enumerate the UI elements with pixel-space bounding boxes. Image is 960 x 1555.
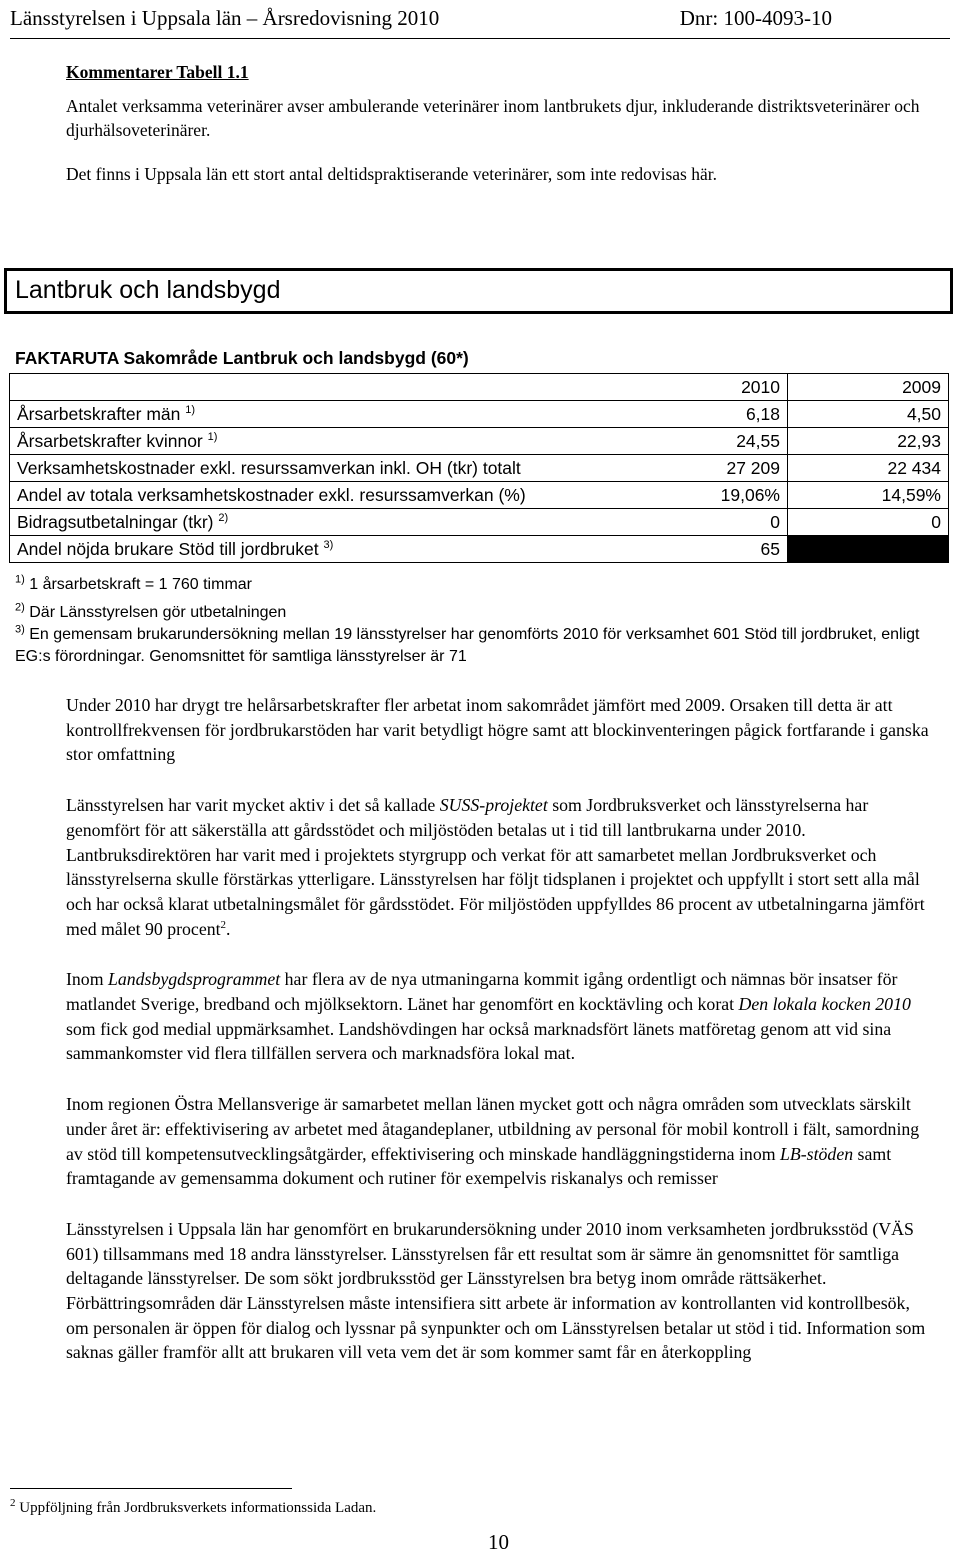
faktaruta-title: FAKTARUTA Sakområde Lantbruk och landsbygd (60*) bbox=[15, 348, 469, 368]
footnote: $^2$ Uppföljning från Jordbruksverkets informationssida Ladan. bbox=[10, 1497, 377, 1516]
body-paragraph-2: Länsstyrelsen har varit mycket aktiv i det så kallade SUSS-projektet som Jordbruksverket och länsstyrelserna har genomfört för att säkerställa att gårdsstödet och miljöstöden betalas ut i tid till lantbrukarna under 2010. Lantbruksdirektören har varit med i projektets styrgrupp och verkat för att samarbetet mellan Jordbruksverket och länsstyrelserna skulle förstärkas ytterligare. Länsstyrelsen har följt tidsplanen i projektet och uppfyllt i stort sett alla mål och har också klarat utbetalningsmålet för gårdsstödet. För miljöstöden uppfylldes 86 procent av utbetalningarna jämfört med målet 90 procent$^2$. bbox=[66, 795, 925, 939]
row-label: Verksamhetskostnader exkl. resurssamverkan inkl. OH (tkr) totalt bbox=[10, 455, 624, 482]
body-paragraph-5: Länsstyrelsen i Uppsala län har genomfört en brukarundersökning under 2010 inom verksamheten jordbruksstöd (VÄS 601) tillsammans med 18 andra länsstyrelser. Länsstyrelsen får ett resultat som är sämre än genomsnittet för samtliga deltagande länsstyrelser. De som sökt jordbruksstöd ger Länsstyrelsen bra betyg inom område rättsäkerhet. Förbättringsområden där Länsstyrelsen måste intensifiera sitt arbete är information av kontrollanten vid kontrollbesök, om personalen är öppen för dialog och lyssnar på synpunkter och om Länsstyrelsen betalar ut stöd i tid. Information som saknas gäller framför allt att brukaren vill veta vem det är som kommer samt får en återkoppling bbox=[66, 1218, 926, 1363]
section-title: Lantbruk och landsbygd bbox=[15, 276, 281, 304]
value-2009-blacked-out bbox=[788, 536, 949, 563]
body-text bbox=[66, 693, 936, 1391]
comments-title: Kommentarer Tabell 1.1 bbox=[66, 62, 249, 82]
footnote-divider bbox=[10, 1488, 292, 1489]
header-title: Länsstyrelsen i Uppsala län – Årsredovisning 2010 bbox=[10, 6, 440, 30]
table-row bbox=[10, 401, 949, 428]
value-2010: 6,18 bbox=[623, 401, 788, 428]
column-header-2010: 2010 bbox=[623, 374, 788, 401]
table-header-blank bbox=[10, 374, 624, 401]
faktaruta-table bbox=[9, 373, 949, 563]
footnote-marker: 1) bbox=[185, 403, 196, 416]
footnote-marker: 1) bbox=[207, 430, 218, 443]
value-2009: 4,50 bbox=[788, 401, 949, 428]
body-paragraph-4: Inom regionen Östra Mellansverige är samarbetet mellan länen mycket gott och några områden som utvecklats särskilt under året är: effektivisering av arbetet med åtagandeplaner, utbildning av personal för mobil kontroll i fält, samordning av stöd till kompetensutvecklingsåtgärder, effektivisering och minskade handläggningstiderna inom LB-stöden samt framtagande av gemensamma dokument och rutiner för exempelvis riskanalys och remisser bbox=[66, 1094, 920, 1189]
table-row bbox=[10, 482, 949, 509]
body-paragraph-3: Inom Landsbygdsprogrammet har flera av de nya utmaningarna kommit igång ordentligt och nämnas bör insatser för matlandet Sverige, bredband och mjölksektorn. Länet har genomfört en kocktävling och korat Den lokala kocken 2010 som fick god medial uppmärksamhet. Landshövdingen har också marknadsfört länets matföretag genom att vid sina sammankomster vid flera tillfällen servera och marknadsföra lokal mat. bbox=[66, 969, 911, 1064]
value-2010: 0 bbox=[623, 509, 788, 536]
row-label: Andel av totala verksamhetskostnader exkl. resurssamverkan (%) bbox=[10, 482, 624, 509]
value-2009: 22 434 bbox=[788, 455, 949, 482]
footnote-marker: 2) bbox=[218, 511, 229, 524]
value-2010: 65 bbox=[623, 536, 788, 563]
table-row bbox=[10, 509, 949, 536]
row-label: Årsarbetskrafter män $^{1)}$ bbox=[10, 401, 624, 428]
value-2009: 14,59% bbox=[788, 482, 949, 509]
table-note: $^{3)}$ En gemensam brukarundersökning mellan 19 länsstyrelser har genomförts 2010 för verksamhet 601 Stöd till jordbruket, enligt EG:s förordningar. Genomsnittet för samtliga länsstyrelser är 71 bbox=[15, 623, 920, 665]
footnote-marker: 3) bbox=[323, 538, 334, 551]
comments-section bbox=[66, 60, 926, 186]
value-2010: 19,06% bbox=[623, 482, 788, 509]
column-header-2009: 2009 bbox=[788, 374, 949, 401]
row-label: Årsarbetskrafter kvinnor $^{1)}$ bbox=[10, 428, 624, 455]
row-label: Bidragsutbetalningar (tkr) $^{2)}$ bbox=[10, 509, 624, 536]
comments-paragraph-2: Det finns i Uppsala län ett stort antal deltidspraktiserande veterinärer, som inte redovisas här. bbox=[66, 163, 717, 184]
section-heading-box bbox=[4, 268, 953, 314]
table-header-row bbox=[10, 374, 949, 401]
header-divider bbox=[10, 38, 950, 39]
row-label: Andel nöjda brukare Stöd till jordbruket $^{3)}$ bbox=[10, 536, 624, 563]
table-row bbox=[10, 428, 949, 455]
page-header bbox=[10, 6, 950, 34]
table-row bbox=[10, 455, 949, 482]
table-note: $^{1)}$ 1 årsarbetskraft = 1 760 timmar bbox=[15, 573, 252, 593]
header-document-number: Dnr: 100-4093-10 bbox=[679, 6, 832, 30]
footnote-reference: 2 bbox=[220, 918, 227, 931]
comments-paragraph-1: Antalet verksamma veterinärer avser ambulerande veterinärer inom lantbrukets djur, inkluderande distriktsveterinärer och djurhälsoveterinärer. bbox=[66, 95, 920, 140]
table-row bbox=[10, 536, 949, 563]
value-2010: 27 209 bbox=[623, 455, 788, 482]
table-note: $^{2)}$ Där Länsstyrelsen gör utbetalningen bbox=[15, 601, 287, 621]
page-number: 10 bbox=[488, 1530, 509, 1554]
faktaruta-notes bbox=[15, 574, 920, 668]
value-2010: 24,55 bbox=[623, 428, 788, 455]
body-paragraph-1: Under 2010 har drygt tre helårsarbetskrafter fler arbetat inom sakområdet jämfört med 2009. Orsaken till detta är att kontrollfrekvensen för jordbrukarstöden har varit betydligt högre samt att blockinventeringen pågick fortfarande i ganska stor omfattning bbox=[66, 695, 929, 765]
value-2009: 0 bbox=[788, 509, 949, 536]
value-2009: 22,93 bbox=[788, 428, 949, 455]
footnote-number: 2 bbox=[10, 1497, 16, 1509]
